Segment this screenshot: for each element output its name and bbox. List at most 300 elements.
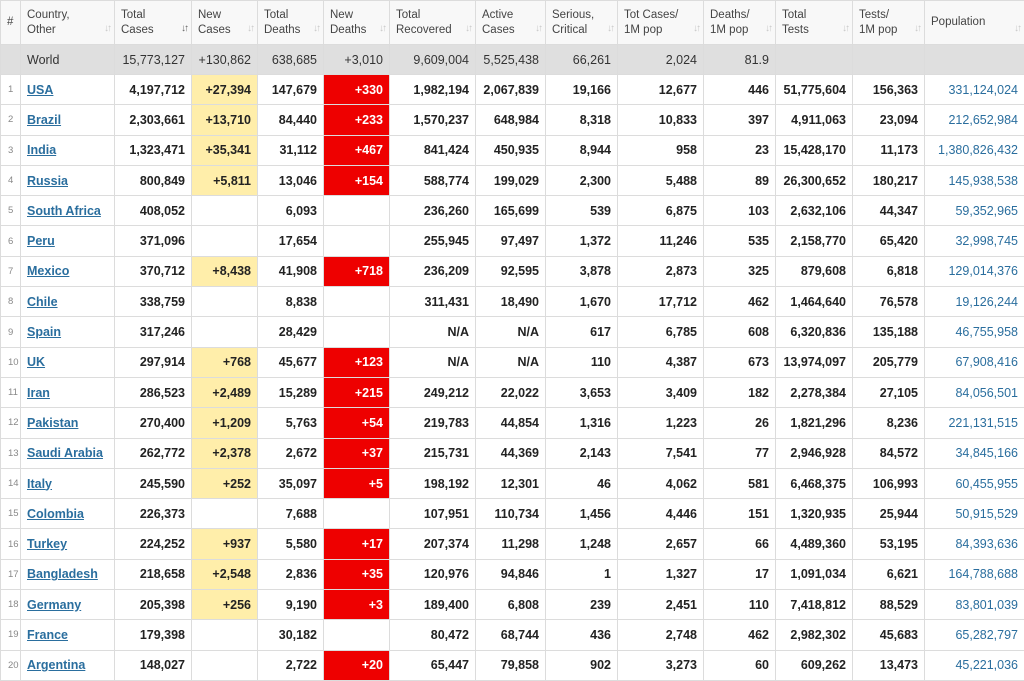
cell-new-deaths [324,499,390,529]
cell-deaths-per-1m: 23 [704,135,776,165]
cell-cases-per-1m: 2,657 [618,529,704,559]
cell-tests-per-1m: 53,195 [853,529,925,559]
cell-deaths-per-1m: 66 [704,529,776,559]
cell-total-cases: 2,303,661 [115,105,192,135]
cell-total-tests: 51,775,604 [776,75,853,105]
cell-total-tests: 609,262 [776,650,853,680]
cell-serious-critical: 1 [546,559,618,589]
cell-total-cases: 205,398 [115,590,192,620]
cell-total-cases: 338,759 [115,287,192,317]
cell-total-deaths: 8,838 [258,287,324,317]
cell-new-cases: +27,394 [192,75,258,105]
cell-deaths-per-1m: 151 [704,499,776,529]
country-link[interactable]: Pakistan [27,416,78,430]
column-header-serious-critical[interactable] [546,1,618,45]
cell-deaths-per-1m: 60 [704,650,776,680]
column-header-label: New [198,9,221,21]
cell-total-deaths: 15,289 [258,377,324,407]
cell-cases-per-1m: 1,223 [618,408,704,438]
cell-active-cases: 199,029 [476,165,546,195]
cell-new-cases: +252 [192,468,258,498]
cell-tests-per-1m: 45,683 [853,620,925,650]
cell-country [21,287,115,317]
cell-deaths-per-1m: 581 [704,468,776,498]
column-header-label: Tests/ [859,9,889,21]
cell-total-tests: 1,320,935 [776,499,853,529]
cell-new-cases: +130,862 [192,45,258,75]
cell-new-deaths: +154 [324,165,390,195]
table-row [1,468,1024,498]
cell-rank: 17 [1,559,21,589]
cell-rank: 16 [1,529,21,559]
table-row [1,620,1024,650]
column-header-total-tests[interactable] [776,1,853,45]
column-header-label: Critical [552,24,587,36]
cell-total-deaths: 5,580 [258,529,324,559]
cell-serious-critical: 3,878 [546,256,618,286]
cell-total-cases: 224,252 [115,529,192,559]
cell-tests-per-1m: 8,236 [853,408,925,438]
cell-new-deaths: +20 [324,650,390,680]
cell-total-deaths: 35,097 [258,468,324,498]
cell-new-cases: +1,209 [192,408,258,438]
cell-total-tests: 2,946,928 [776,438,853,468]
cell-serious-critical: 110 [546,347,618,377]
cell-active-cases: 22,022 [476,377,546,407]
cell-total-deaths: 9,190 [258,590,324,620]
cell-cases-per-1m: 1,327 [618,559,704,589]
cell-total-tests: 4,911,063 [776,105,853,135]
cell-total-recovered: 841,424 [390,135,476,165]
column-header-label: 1M pop [710,24,748,36]
cell-total-deaths: 147,679 [258,75,324,105]
cell-total-cases: 286,523 [115,377,192,407]
cell-population: 145,938,538 [925,165,1024,195]
cell-new-deaths: +330 [324,75,390,105]
cell-total-recovered: 588,774 [390,165,476,195]
cell-new-cases: +13,710 [192,105,258,135]
country-link[interactable]: South Africa [27,204,101,218]
cell-country [21,165,115,195]
cell-new-cases: +2,548 [192,559,258,589]
column-header-active-cases[interactable] [476,1,546,45]
cell-total-deaths: 17,654 [258,226,324,256]
cell-deaths-per-1m: 462 [704,287,776,317]
cell-country [21,317,115,347]
column-header-total-cases[interactable] [115,1,192,45]
cell-total-deaths: 2,672 [258,438,324,468]
cell-population: 84,056,501 [925,377,1024,407]
sort-arrows-icon[interactable]: ↓↑ [181,21,187,36]
table-row [1,499,1024,529]
cell-tests-per-1m: 88,529 [853,590,925,620]
sort-arrows-icon[interactable]: ↓↑ [914,21,920,36]
cell-rank: 19 [1,620,21,650]
column-header-new-cases[interactable] [192,1,258,45]
cell-new-cases: +5,811 [192,165,258,195]
cell-population: 50,915,529 [925,499,1024,529]
cell-population: 60,455,955 [925,468,1024,498]
cell-rank: 11 [1,377,21,407]
world-total-row [1,45,1024,75]
cell-tests-per-1m: 84,572 [853,438,925,468]
cell-new-cases: +2,489 [192,377,258,407]
cell-serious-critical: 2,143 [546,438,618,468]
cell-total-tests: 1,091,034 [776,559,853,589]
country-link[interactable]: Mexico [27,264,69,278]
cell-rank: 18 [1,590,21,620]
cell-total-deaths: 5,763 [258,408,324,438]
country-link[interactable]: Colombia [27,507,84,521]
cell-total-deaths: 7,688 [258,499,324,529]
country-link[interactable]: Spain [27,325,61,339]
cell-total-cases: 317,246 [115,317,192,347]
country-link[interactable]: Chile [27,295,58,309]
cell-total-deaths: 84,440 [258,105,324,135]
cell-serious-critical: 239 [546,590,618,620]
cell-total-recovered: 219,783 [390,408,476,438]
table-row [1,287,1024,317]
table-header [1,1,1024,45]
cell-country [21,75,115,105]
column-header-rank [1,1,21,45]
cell-tests-per-1m: 76,578 [853,287,925,317]
cell-serious-critical: 8,318 [546,105,618,135]
cell-deaths-per-1m: 17 [704,559,776,589]
table-row [1,650,1024,680]
cell-country [21,529,115,559]
cell-cases-per-1m: 11,246 [618,226,704,256]
column-header-label: Tests [782,24,809,36]
column-header-label: Active [482,9,513,21]
cell-cases-per-1m: 2,873 [618,256,704,286]
cell-total-recovered: 80,472 [390,620,476,650]
country-link[interactable]: Iran [27,386,50,400]
cell-rank: 2 [1,105,21,135]
cell-active-cases: 2,067,839 [476,75,546,105]
cell-cases-per-1m: 5,488 [618,165,704,195]
cell-rank: 13 [1,438,21,468]
cell-serious-critical: 902 [546,650,618,680]
cell-total-recovered: 107,951 [390,499,476,529]
cell-new-cases: +8,438 [192,256,258,286]
cell-new-cases: +2,378 [192,438,258,468]
cell-new-deaths: +3,010 [324,45,390,75]
cell-deaths-per-1m: 462 [704,620,776,650]
cell-new-deaths: +718 [324,256,390,286]
cell-total-deaths: 638,685 [258,45,324,75]
cell-total-tests: 1,821,296 [776,408,853,438]
country-link[interactable]: Germany [27,598,81,612]
cell-serious-critical: 2,300 [546,165,618,195]
cell-tests-per-1m: 6,621 [853,559,925,589]
cell-active-cases: 648,984 [476,105,546,135]
cell-serious-critical: 436 [546,620,618,650]
cell-new-deaths: +123 [324,347,390,377]
cell-rank: 15 [1,499,21,529]
cell-cases-per-1m: 7,541 [618,438,704,468]
cell-deaths-per-1m: 535 [704,226,776,256]
cell-tests-per-1m: 44,347 [853,196,925,226]
country-link[interactable]: Turkey [27,537,67,551]
cell-deaths-per-1m: 89 [704,165,776,195]
cell-new-cases: +768 [192,347,258,377]
cell-population: 221,131,515 [925,408,1024,438]
sort-arrows-icon[interactable]: ↓↑ [313,21,319,36]
cell-country: World [21,45,115,75]
sort-arrows-icon[interactable]: ↓↑ [765,21,771,36]
sort-arrows-icon[interactable]: ↓↑ [1014,21,1020,36]
table-row [1,559,1024,589]
cell-new-deaths [324,196,390,226]
cell-deaths-per-1m: 103 [704,196,776,226]
cell-deaths-per-1m: 81.9 [704,45,776,75]
cell-rank: 8 [1,287,21,317]
cell-active-cases: N/A [476,317,546,347]
column-header-label: Cases [482,24,515,36]
cell-total-cases: 218,658 [115,559,192,589]
column-header-label: Total [121,9,145,21]
cell-tests-per-1m: 156,363 [853,75,925,105]
country-link[interactable]: Italy [27,477,52,491]
country-link[interactable]: UK [27,355,45,369]
column-header-country[interactable] [21,1,115,45]
table-row [1,165,1024,195]
country-link[interactable]: France [27,628,68,642]
cell-new-deaths: +37 [324,438,390,468]
cell-population: 212,652,984 [925,105,1024,135]
cell-total-tests: 15,428,170 [776,135,853,165]
table-row [1,135,1024,165]
cell-total-cases: 371,096 [115,226,192,256]
cell-new-deaths: +35 [324,559,390,589]
column-header-label: Recovered [396,24,452,36]
cell-total-cases: 408,052 [115,196,192,226]
cell-new-cases: +256 [192,590,258,620]
table-row [1,438,1024,468]
cell-total-recovered: 311,431 [390,287,476,317]
country-link[interactable]: Peru [27,234,55,248]
cell-total-cases: 270,400 [115,408,192,438]
cell-serious-critical: 1,670 [546,287,618,317]
cell-country [21,408,115,438]
cell-serious-critical: 66,261 [546,45,618,75]
cell-active-cases: 12,301 [476,468,546,498]
cell-total-deaths: 30,182 [258,620,324,650]
cell-total-cases: 15,773,127 [115,45,192,75]
cell-total-deaths: 13,046 [258,165,324,195]
cell-cases-per-1m: 2,748 [618,620,704,650]
cell-total-recovered: 255,945 [390,226,476,256]
cell-total-recovered: 65,447 [390,650,476,680]
column-header-cases-per-1m[interactable] [618,1,704,45]
column-header-label: Other [27,24,56,36]
cell-total-tests: 26,300,652 [776,165,853,195]
cell-total-tests: 2,632,106 [776,196,853,226]
cell-total-deaths: 41,908 [258,256,324,286]
cell-new-cases [192,620,258,650]
cell-population: 164,788,688 [925,559,1024,589]
cell-total-recovered: 189,400 [390,590,476,620]
cell-cases-per-1m: 6,785 [618,317,704,347]
cell-total-recovered: 207,374 [390,529,476,559]
cell-serious-critical: 1,372 [546,226,618,256]
column-header-tests-per-1m[interactable] [853,1,925,45]
sort-arrows-icon[interactable]: ↓↑ [465,21,471,36]
cell-serious-critical: 617 [546,317,618,347]
sort-arrows-icon[interactable]: ↓↑ [607,21,613,36]
cell-total-tests: 2,982,302 [776,620,853,650]
cell-new-cases [192,196,258,226]
country-link[interactable]: India [27,143,56,157]
cell-serious-critical: 1,316 [546,408,618,438]
cell-cases-per-1m: 4,062 [618,468,704,498]
cell-total-tests [776,45,853,75]
country-link[interactable]: Russia [27,174,68,188]
cell-country [21,590,115,620]
cell-total-cases: 4,197,712 [115,75,192,105]
column-header-label: Deaths [330,24,366,36]
cell-active-cases: 68,744 [476,620,546,650]
cell-serious-critical: 8,944 [546,135,618,165]
cell-country [21,377,115,407]
cell-deaths-per-1m: 77 [704,438,776,468]
cell-active-cases: 97,497 [476,226,546,256]
country-link[interactable]: Brazil [27,113,61,127]
column-header-new-deaths[interactable] [324,1,390,45]
cell-tests-per-1m: 106,993 [853,468,925,498]
cell-total-cases: 297,914 [115,347,192,377]
cell-new-deaths: +54 [324,408,390,438]
cell-total-tests: 2,158,770 [776,226,853,256]
country-link[interactable]: USA [27,83,53,97]
cell-new-deaths [324,226,390,256]
cell-active-cases: N/A [476,347,546,377]
table-row [1,590,1024,620]
country-link[interactable]: Argentina [27,658,85,672]
cell-total-cases: 800,849 [115,165,192,195]
column-header-label: Cases [121,24,154,36]
cell-rank: 14 [1,468,21,498]
cell-total-deaths: 2,836 [258,559,324,589]
cell-active-cases: 94,846 [476,559,546,589]
cell-active-cases: 6,808 [476,590,546,620]
column-header-population[interactable] [925,1,1024,45]
cell-total-tests: 6,320,836 [776,317,853,347]
sort-arrows-icon[interactable]: ↓↑ [247,21,253,36]
column-header-total-recovered[interactable] [390,1,476,45]
column-header-label: Tot Cases/ [624,9,678,21]
cell-total-cases: 179,398 [115,620,192,650]
cell-cases-per-1m: 3,409 [618,377,704,407]
cell-new-cases [192,226,258,256]
column-header-label: Total [264,9,288,21]
column-header-label: Serious, [552,9,594,21]
cell-population: 19,126,244 [925,287,1024,317]
cell-country [21,438,115,468]
cell-country [21,620,115,650]
cell-deaths-per-1m: 608 [704,317,776,347]
column-header-label: Total [396,9,420,21]
country-link[interactable]: Bangladesh [27,567,98,581]
cell-population: 331,124,024 [925,75,1024,105]
cell-population: 32,998,745 [925,226,1024,256]
sort-arrows-icon[interactable]: ↓↑ [535,21,541,36]
column-header-total-deaths[interactable] [258,1,324,45]
cell-rank: 6 [1,226,21,256]
column-header-deaths-per-1m[interactable] [704,1,776,45]
cell-population: 34,845,166 [925,438,1024,468]
cell-population: 129,014,376 [925,256,1024,286]
table-row [1,75,1024,105]
cell-deaths-per-1m: 673 [704,347,776,377]
sort-arrows-icon[interactable]: ↓↑ [693,21,699,36]
cell-total-tests: 13,974,097 [776,347,853,377]
cell-new-cases: +937 [192,529,258,559]
cell-serious-critical: 1,248 [546,529,618,559]
cell-total-tests: 4,489,360 [776,529,853,559]
column-header-label: Population [931,16,985,28]
cell-total-cases: 262,772 [115,438,192,468]
column-header-label: New [330,9,353,21]
cell-rank: 7 [1,256,21,286]
table-row [1,196,1024,226]
cell-new-deaths [324,287,390,317]
cell-country [21,196,115,226]
cell-cases-per-1m: 17,712 [618,287,704,317]
sort-arrows-icon[interactable]: ↓↑ [379,21,385,36]
cell-total-tests: 879,608 [776,256,853,286]
cell-new-deaths: +215 [324,377,390,407]
column-header-label: 1M pop [624,24,662,36]
cell-rank: 9 [1,317,21,347]
cell-deaths-per-1m: 446 [704,75,776,105]
cell-country [21,347,115,377]
column-header-label: # [7,16,13,28]
cell-active-cases: 92,595 [476,256,546,286]
cell-new-deaths: +17 [324,529,390,559]
cell-active-cases: 11,298 [476,529,546,559]
cell-deaths-per-1m: 397 [704,105,776,135]
cell-active-cases: 165,699 [476,196,546,226]
cell-population: 65,282,797 [925,620,1024,650]
cell-tests-per-1m: 27,105 [853,377,925,407]
cell-total-recovered: 1,982,194 [390,75,476,105]
country-link[interactable]: Saudi Arabia [27,446,103,460]
cell-new-cases [192,317,258,347]
cell-total-recovered: 249,212 [390,377,476,407]
sort-arrows-icon[interactable]: ↓↑ [842,21,848,36]
sort-arrows-icon[interactable]: ↓↑ [104,21,110,36]
cell-total-tests: 7,418,812 [776,590,853,620]
column-header-label: Deaths/ [710,9,750,21]
table-row [1,377,1024,407]
cell-total-deaths: 45,677 [258,347,324,377]
cell-population: 83,801,039 [925,590,1024,620]
cell-new-cases [192,287,258,317]
cell-country [21,559,115,589]
cell-cases-per-1m: 10,833 [618,105,704,135]
cell-total-recovered: 236,209 [390,256,476,286]
cell-tests-per-1m: 180,217 [853,165,925,195]
cell-population: 84,393,636 [925,529,1024,559]
cell-population: 67,908,416 [925,347,1024,377]
cell-new-deaths [324,317,390,347]
cell-tests-per-1m: 65,420 [853,226,925,256]
cell-country [21,135,115,165]
cell-cases-per-1m: 2,451 [618,590,704,620]
cell-deaths-per-1m: 26 [704,408,776,438]
